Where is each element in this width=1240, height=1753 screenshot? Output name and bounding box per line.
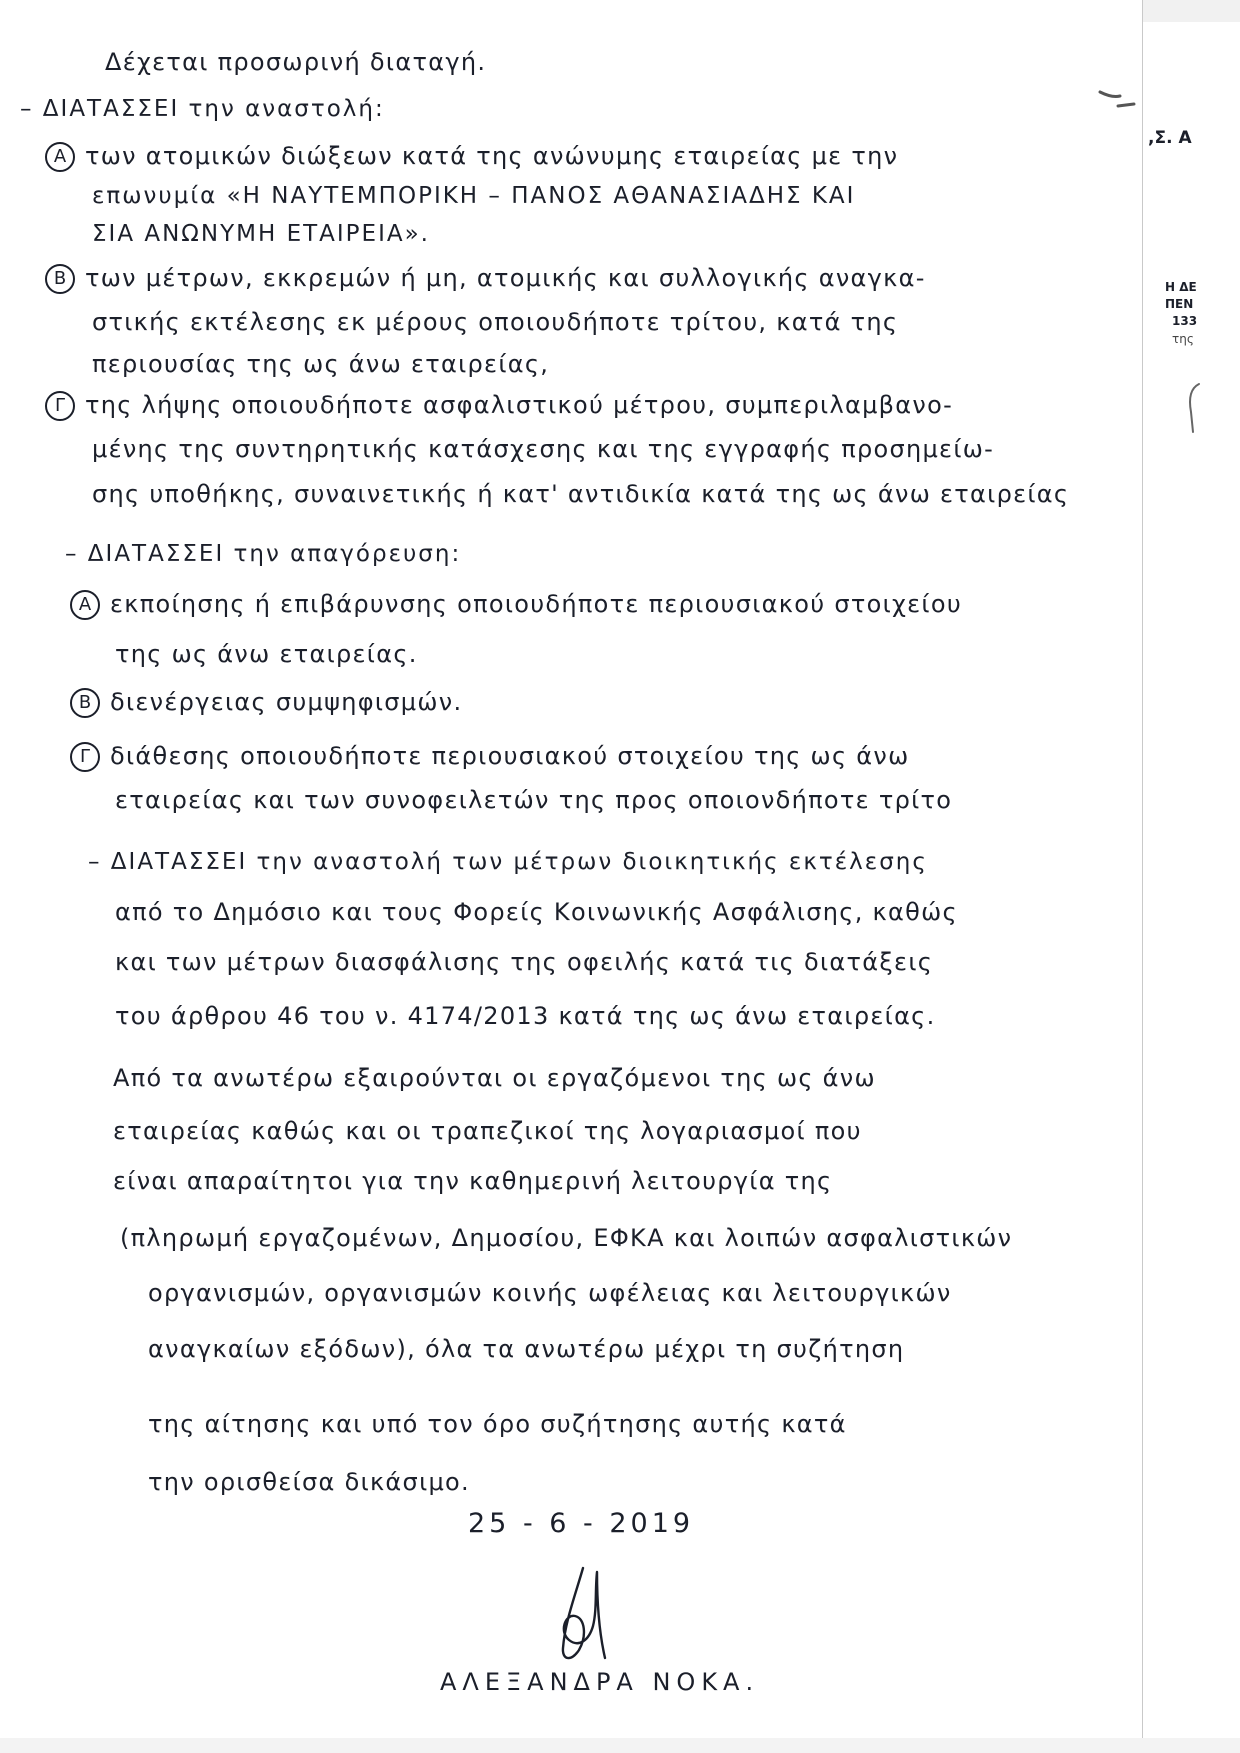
text-line: οργανισμών, οργανισμών κοινής ωφέλειας και λειτουργικών xyxy=(148,1279,952,1307)
text-line: την ορισθείσα δικάσιμο. xyxy=(148,1468,470,1496)
text-line: εταιρείας καθώς και οι τραπεζικοί της λογαριασμοί που xyxy=(113,1117,862,1145)
text-line: των ατομικών διώξεων κατά της ανώνυμης εταιρείας με την xyxy=(85,142,899,170)
margin-text-fragment: ΠΕΝ xyxy=(1165,297,1194,311)
text-line: διενέργειας συμψηφισμών. xyxy=(110,688,463,716)
text-line: της αίτησης και υπό τον όρο συζήτησης αυτής κατά xyxy=(148,1410,847,1438)
list-item xyxy=(70,742,909,772)
scan-edge-bottom xyxy=(0,1738,1240,1753)
text-line: του άρθρου 46 του ν. 4174/2013 κατά της ως άνω εταιρείας. xyxy=(115,1002,936,1030)
text-line: των μέτρων, εκκρεμών ή μη, ατομικής και συλλογικής αναγκα- xyxy=(85,264,926,292)
scan-edge-top xyxy=(1142,0,1240,22)
text-line: της λήψης οποιουδήποτε ασφαλιστικού μέτρου, συμπεριλαμβανο- xyxy=(85,391,954,419)
text-line: (πληρωμή εργαζομένων, Δημοσίου, ΕΦΚΑ και λοιπών ασφαλιστικών xyxy=(120,1224,1013,1252)
text-line: από το Δημόσιο και τους Φορείς Κοινωνικής Ασφάλισης, καθώς xyxy=(115,898,958,926)
pen-mark xyxy=(1098,84,1138,114)
list-item xyxy=(45,391,953,421)
pen-mark xyxy=(1185,380,1205,440)
item-marker: B xyxy=(70,688,100,718)
item-marker: Γ xyxy=(45,391,75,421)
margin-stamp-fragment: ,Σ. Α xyxy=(1148,128,1192,148)
text-line: περιουσίας της ως άνω εταιρείας, xyxy=(92,350,550,378)
signatory-name: ΑΛΕΞΑΝΔΡΑ ΝΟΚΑ. xyxy=(440,1668,760,1696)
signature xyxy=(535,1562,625,1672)
margin-text-fragment: Η ΔΕ xyxy=(1165,280,1197,294)
scan-edge-right xyxy=(1142,0,1143,1753)
section-heading: – ΔΙΑΤΑΣΣΕΙ την απαγόρευση: xyxy=(65,541,462,567)
text-line: εκποίησης ή επιβάρυνσης οποιουδήποτε περιουσιακού στοιχείου xyxy=(110,590,963,618)
list-item xyxy=(45,142,898,172)
margin-text-fragment: 133 xyxy=(1172,314,1198,328)
text-line: Δέχεται προσωρινή διαταγή. xyxy=(105,48,487,76)
text-line: επωνυμία «Η ΝΑΥΤΕΜΠΟΡΙΚΗ – ΠΑΝΟΣ ΑΘΑΝΑΣΙΑΔΗΣ ΚΑΙ xyxy=(92,183,856,209)
text-line: σης υποθήκης, συναινετικής ή κατ' αντιδικία κατά της ως άνω εταιρείας xyxy=(92,480,1070,508)
section-heading: – ΔΙΑΤΑΣΣΕΙ την αναστολή των μέτρων διοικητικής εκτέλεσης xyxy=(88,849,928,875)
margin-text-fragment: της xyxy=(1172,332,1194,346)
item-marker: Γ xyxy=(70,742,100,772)
list-item xyxy=(70,590,962,620)
text-line: είναι απαραίτητοι για την καθημερινή λειτουργία της xyxy=(113,1167,833,1195)
text-line: αναγκαίων εξόδων), όλα τα ανωτέρω μέχρι τη συζήτηση xyxy=(148,1335,905,1363)
item-marker: A xyxy=(70,590,100,620)
text-line: ΣΙΑ ΑΝΩΝΥΜΗ ΕΤΑΙΡΕΙΑ». xyxy=(92,221,430,247)
text-line: διάθεσης οποιουδήποτε περιουσιακού στοιχείου της ως άνω xyxy=(110,742,910,770)
list-item xyxy=(70,688,462,718)
text-line: εταιρείας και των συνοφειλετών της προς οποιονδήποτε τρίτο xyxy=(115,786,953,814)
item-marker: B xyxy=(45,264,75,294)
text-line: μένης της συντηρητικής κατάσχεσης και της εγγραφής προσημείω- xyxy=(92,435,995,463)
document-date: 25 - 6 - 2019 xyxy=(468,1508,695,1539)
text-line: Από τα ανωτέρω εξαιρούνται οι εργαζόμενοι της ως άνω xyxy=(113,1064,876,1092)
section-heading: – ΔΙΑΤΑΣΣΕΙ την αναστολή: xyxy=(20,96,385,122)
text-line: της ως άνω εταιρείας. xyxy=(115,640,418,668)
item-marker: A xyxy=(45,142,75,172)
text-line: και των μέτρων διασφάλισης της οφειλής κατά τις διατάξεις xyxy=(115,948,934,976)
list-item xyxy=(45,264,926,294)
text-line: στικής εκτέλεσης εκ μέρους οποιουδήποτε τρίτου, κατά της xyxy=(92,308,899,336)
